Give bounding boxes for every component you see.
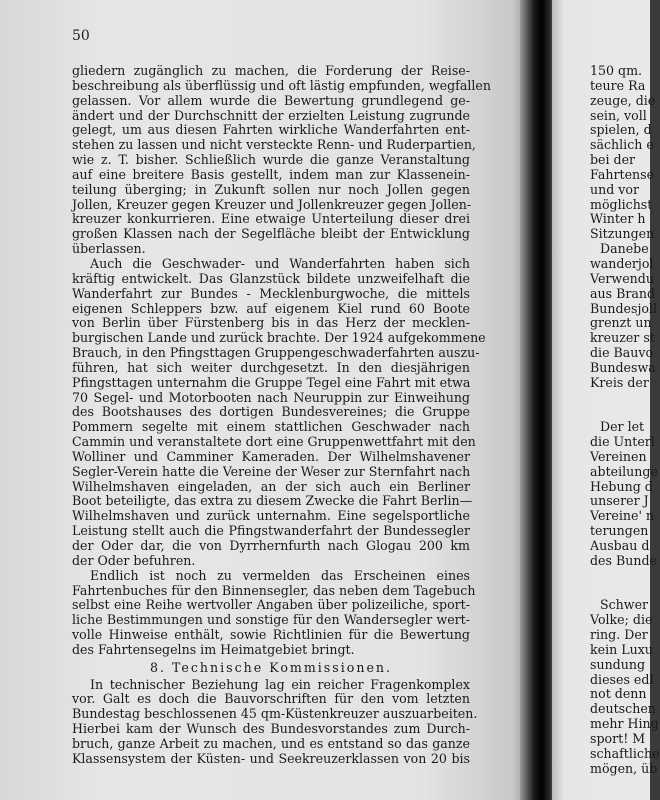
text-line: wanderjol: [590, 255, 654, 271]
text-line: Wilhelmshaven und zurück unternahm. Eine segelsportliche: [72, 508, 470, 524]
text-line: kreuzer konkurrieren. Eine etwaige Unterteilung dieser drei: [72, 211, 470, 227]
text-line: des Bunde: [590, 552, 657, 568]
text-line: bei der: [590, 152, 636, 168]
text-line: Schwer: [600, 597, 649, 613]
text-line: zeuge, die: [590, 92, 656, 108]
text-line: der Oder dar, die von Dyrrhernfurth nach Glogau 200 km: [72, 538, 470, 553]
text-line: kräftig entwickelt. Das Glanzstück bildete unzweifelhaft die: [72, 270, 470, 286]
text-line: burgischen Lande und zurück brachte. Der 1924 aufgekommene: [72, 330, 486, 346]
text-line: Boot beteiligte, das extra zu diesem Zwecke die Fahrt Berlin—: [72, 493, 473, 509]
text-line: bruch, ganze Arbeit zu machen, und es entstand so das ganze: [72, 735, 470, 751]
text-line: des Bootshauses des dortigen Bundesvereines; die Gruppe: [72, 404, 470, 420]
text-line: des Fahrtensegelns im Heimatgebiet bringt.: [72, 641, 355, 657]
text-line: 70 Segel- und Motorbooten nach Neuruppin zur Einweihung: [72, 389, 470, 405]
text-line: Volke; die: [590, 612, 653, 628]
text-line: Fahrtenbuches für den Binnensegler, das neben dem Tagebuch: [72, 582, 476, 598]
text-line: Bundestag beschlossenen 45 qm-Küstenkreuzer auszuarbeiten.: [72, 706, 478, 722]
blank-line: [590, 569, 660, 584]
text-line: Pfingsttagen unternahm die Gruppe Tegel eine Fahrt mit etwa: [72, 374, 471, 390]
text-line: Auch die Geschwader- und Wanderfahrten haben sich: [90, 255, 470, 271]
text-line: Verwendu: [590, 270, 654, 286]
text-line: Hierbei kam der Wunsch des Bundesvorstandes zum Durch-: [72, 721, 470, 737]
text-line: teilung überging; in Zukunft sollen nur noch Jollen gegen: [72, 181, 470, 197]
text-line: Hebung d: [590, 478, 653, 494]
text-line: deutschen: [590, 701, 656, 717]
text-line: überlassen.: [72, 241, 146, 257]
text-line: stehen zu lassen und nicht versteckte Renn- und Ruderpartien,: [72, 137, 476, 153]
text-line: mehr Hing: [590, 716, 659, 732]
text-line: Der let: [600, 419, 645, 435]
text-line: gliedern zugänglich zu machen, die Forderung der Reise-: [72, 63, 470, 78]
text-line: unserer J: [590, 493, 649, 509]
text-line: Wilhelmshaven eingeladen, an der sich auch ein Berliner: [72, 478, 470, 494]
text-line: 150 qm.: [590, 63, 643, 78]
text-line: mögen, üb: [590, 760, 658, 776]
text-line: ändert und der Durchschnitt der erzielten Leistung zugrunde: [72, 107, 470, 123]
text-line: Vereinen: [590, 448, 647, 464]
text-line: spielen, d: [590, 122, 652, 138]
text-line: Pommern segelte mit einem stattlichen Geschwader nach: [72, 419, 470, 435]
text-line: auf eine breitere Basis gestellt, indem man zur Klassenein-: [72, 166, 470, 182]
text-line: kreuzer st: [590, 330, 655, 346]
text-line: gelegt, um aus diesen Fahrten wirkliche Wanderfahrten ent-: [72, 122, 470, 138]
text-line: Leistung stellt auch die Pfingstwanderfahrt der Bundessegler: [72, 523, 470, 539]
page-number: 50: [72, 28, 90, 44]
text-line: vor. Galt es doch die Bauvorschriften für den vom letzten: [72, 691, 470, 707]
text-line: Sitzungen: [590, 226, 655, 242]
text-line: Cammin und veranstaltete dort eine Gruppenwettfahrt mit den: [72, 434, 476, 450]
text-line: beschreibung als überflüssig und oft lästig empfunden, wegfallen: [72, 77, 491, 93]
text-line: führen, hat sich weiter durchgesetzt. In den diesjährigen: [72, 359, 470, 375]
text-line: gelassen. Vor allem wurde die Bewertung grundlegend ge-: [72, 92, 470, 108]
text-line: möglichst: [590, 196, 653, 212]
text-line: sport! M: [590, 730, 646, 746]
text-line: Wolliner und Camminer Kameraden. Der Wilhelmshavener: [72, 448, 470, 464]
text-line: Vereine' n: [590, 508, 655, 524]
text-line: ring. Der: [590, 627, 648, 643]
text-line: Brauch, in den Pfingsttagen Gruppengeschwaderfahrten auszu-: [72, 345, 480, 361]
text-line: teure Ra: [590, 77, 646, 93]
text-line: eigenen Schleppers bzw. auf eigenem Kiel rund 60 Boote: [72, 300, 470, 316]
text-line: Endlich ist noch zu vermelden das Erscheinen eines: [90, 567, 470, 583]
text-line: Kreis der: [590, 374, 649, 390]
text-line: Jollen, Kreuzer gegen Kreuzer und Jollenkreuzer gegen Jollen-: [72, 196, 472, 212]
text-line: grenzt un: [590, 315, 652, 331]
text-line: wie z. T. bisher. Schließlich wurde die ganze Veranstaltung: [72, 152, 470, 168]
text-line: Segler-Verein hatte die Vereine der Weser zur Sternfahrt nach: [72, 463, 471, 479]
text-line: not denn: [590, 686, 647, 702]
text-line: Klassensystem der Küsten- und Seekreuzerklassen von 20 bis: [72, 750, 470, 766]
text-line: Winter h: [590, 211, 646, 227]
text-line: liche Bestimmungen und sonstige für den Wandersegler wert-: [72, 612, 470, 628]
blank-line: [590, 584, 660, 599]
text-line: Bundesjoll: [590, 300, 657, 316]
text-line: Ausbau d: [590, 538, 650, 553]
text-line: kein Luxu: [590, 641, 653, 657]
text-line: dieses edl: [590, 671, 654, 687]
text-line: der Oder befuhren.: [72, 552, 196, 568]
text-line: sächlich e: [590, 137, 654, 153]
right-page: [552, 0, 660, 800]
text-line: Wanderfahrt zur Bundes - Mecklenburgwoche, die mittels: [72, 285, 470, 301]
text-line: aus Brand: [590, 285, 656, 301]
text-line: Danebe: [600, 241, 649, 257]
blank-line: [590, 405, 660, 420]
text-line: terungen: [590, 523, 649, 539]
text-line: schaftliche: [590, 745, 660, 761]
section-heading: 8. Technische Kommissionen.: [149, 659, 393, 675]
right-page-text: [590, 64, 660, 777]
text-line: selbst eine Reihe wertvoller Angaben über polizeiliche, sport-: [72, 597, 470, 613]
text-line: und vor: [590, 181, 640, 197]
text-line: In technischer Beziehung lag ein reicher Fragenkomplex: [90, 676, 470, 692]
blank-line: [590, 391, 660, 406]
text-line: sundung: [590, 656, 646, 672]
text-line: volle Hinweise enthält, sowie Richtlinien für die Bewertung: [72, 627, 470, 643]
text-line: sein, voll: [590, 107, 647, 123]
text-line: großen Klassen nach der Segelfläche bleibt der Entwicklung: [72, 226, 470, 242]
text-line: die Unterl: [590, 434, 655, 450]
left-page-text: [72, 63, 491, 767]
text-line: Fahrtense: [590, 166, 655, 182]
text-line: von Berlin über Fürstenberg bis in das Herz der mecklen-: [72, 315, 470, 331]
text-line: die Bauvo: [590, 345, 654, 361]
text-line: abteilunge: [590, 463, 658, 479]
text-line: Bundeswa: [590, 359, 656, 375]
